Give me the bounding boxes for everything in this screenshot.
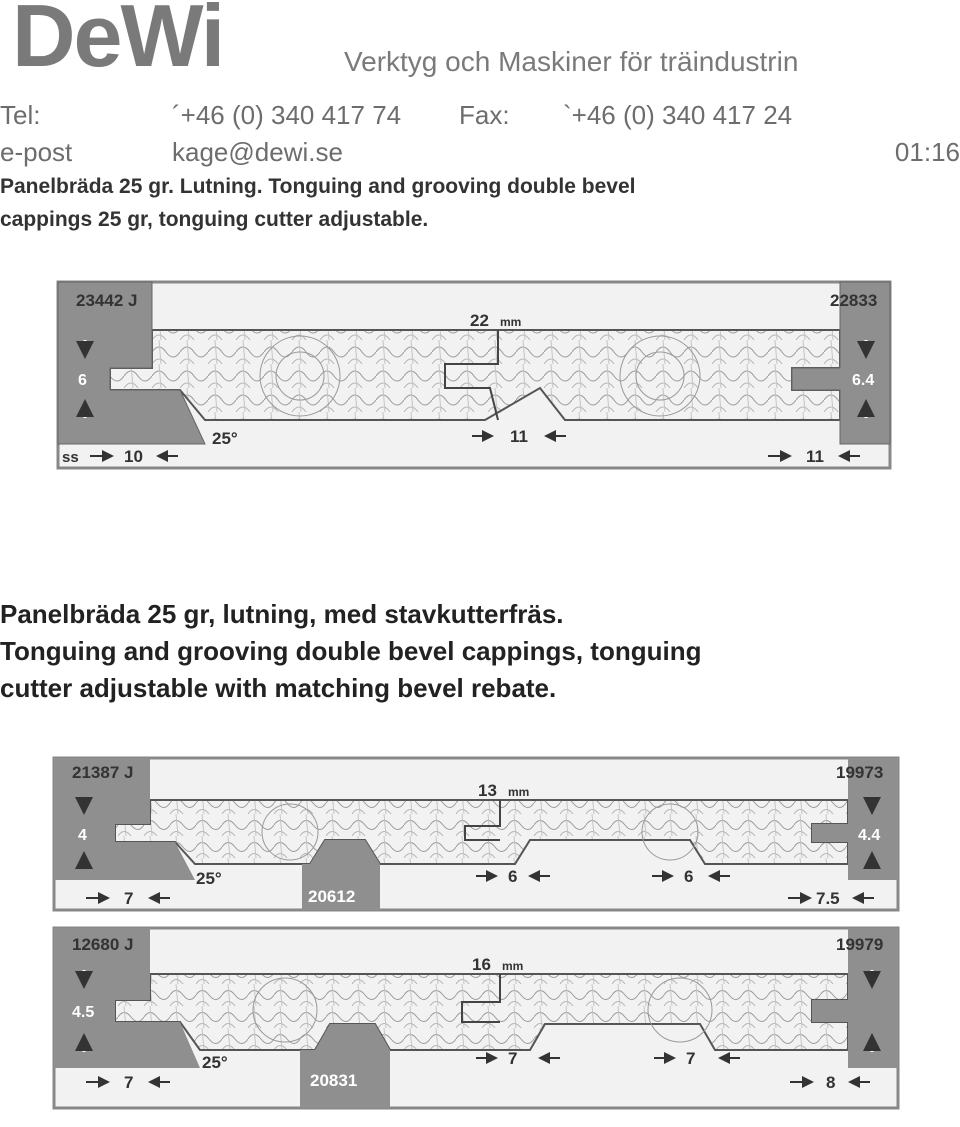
center-code: 20612 — [308, 887, 356, 906]
left-code: 21387 J — [72, 763, 134, 782]
email-label: e-post — [0, 137, 73, 167]
left-code: 23442 J — [76, 291, 138, 310]
left-thickness: 4 — [78, 827, 87, 844]
section2-line3: cutter adjustable with matching bevel rebate. — [0, 673, 557, 703]
company-logo: DeWi — [12, 0, 224, 85]
right-dim: 7.5 — [816, 889, 840, 908]
tel-label: Tel: — [0, 100, 41, 130]
dim-a: 7 — [508, 1049, 518, 1068]
fax-label: Fax: — [459, 100, 510, 130]
figure2-profile-drawing — [40, 748, 920, 918]
right-code: 19979 — [836, 935, 884, 954]
left-dim: 10 — [124, 447, 143, 466]
section2-line1: Panelbräda 25 gr, lutning, med stavkutterfräs. — [0, 599, 564, 629]
figure1-profile-drawing — [40, 268, 920, 498]
width-label: 13 — [478, 781, 497, 800]
width-label: 22 — [470, 311, 489, 330]
tel-value: ´+46 (0) 340 417 74 — [172, 100, 402, 130]
angle-label: 25° — [196, 869, 222, 888]
fax-value: `+46 (0) 340 417 24 — [563, 100, 793, 130]
width-unit: mm — [500, 315, 522, 329]
section1-line2: cappings 25 gr, tonguing cutter adjustable. — [0, 208, 429, 231]
left-dim: 7 — [124, 1073, 134, 1092]
angle-label: 25° — [212, 429, 238, 448]
right-code: 22833 — [830, 291, 878, 310]
ss-label: ss — [62, 449, 79, 466]
right-dim: 8 — [826, 1073, 836, 1092]
dim-b: 6 — [684, 867, 694, 886]
dim-b: 7 — [686, 1049, 696, 1068]
left-thickness: 6 — [78, 372, 87, 389]
center-dim: 11 — [510, 427, 528, 446]
left-code: 12680 J — [72, 935, 134, 954]
width-unit: mm — [508, 785, 530, 799]
right-dim: 11 — [806, 447, 824, 466]
section1-line1: Panelbräda 25 gr. Lutning. Tonguing and grooving double bevel — [0, 175, 636, 198]
section2-line2: Tonguing and grooving double bevel cappings, tonguing — [0, 636, 702, 666]
dim-a: 6 — [508, 867, 518, 886]
center-code: 20831 — [310, 1071, 358, 1090]
page-code: 01:16 — [894, 137, 960, 167]
left-dim: 7 — [124, 889, 134, 908]
width-label: 16 — [472, 955, 491, 974]
left-thickness: 4.5 — [72, 1004, 95, 1021]
right-thickness: 4.4 — [858, 827, 881, 844]
right-thickness: 6.4 — [852, 372, 875, 389]
email-link[interactable]: kage@dewi.se — [172, 137, 343, 167]
company-tagline: Verktyg och Maskiner för träindustrin — [344, 46, 799, 77]
right-code: 19973 — [836, 763, 884, 782]
width-unit: mm — [502, 959, 524, 973]
figure3-profile-drawing — [40, 918, 920, 1118]
angle-label: 25° — [202, 1053, 228, 1072]
